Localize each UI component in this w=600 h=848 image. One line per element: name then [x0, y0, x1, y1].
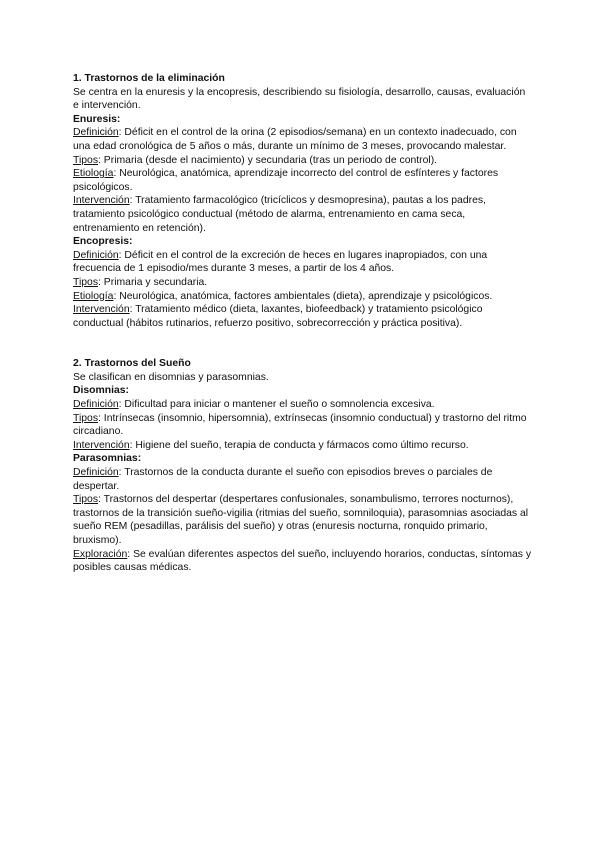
enuresis-etiologia: Etiología: Neurológica, anatómica, aprendizaje incorrecto del control de esfínteres y factores psicológicos.: [73, 168, 499, 193]
disomnias-tipos: Tipos: Intrínsecas (insomnio, hipersomnia), extrínsecas (insomnio conductual) y trastorno del ritmo circadiano.: [73, 412, 527, 438]
subsection-name: Enuresis: [73, 113, 117, 125]
subsection-title-enuresis: Enuresis:: [73, 113, 121, 125]
subsection-name: Disomnias: [73, 385, 126, 397]
subsection-name: Parasomnias: [73, 453, 138, 465]
enuresis-definicion: Definición: Déficit en el control de la orina (2 episodios/semana) en un contexto inadecuado, con una edad cronológica de 5 años o más, durante un mínimo de 3 meses, provocando malestar.: [73, 127, 517, 152]
section-intro: Se clasifican en disomnias y parasomnias.: [73, 371, 269, 383]
encopresis-tipos: Tipos: Primaria y secundaria.: [73, 276, 208, 288]
parasomnias-definicion: Definición: Trastornos de la conducta durante el sueño con episodios breves o parciales de despertar.: [73, 467, 493, 492]
encopresis-etiologia: Etiología: Neurológica, anatómica, factores ambientales (dieta), aprendizaje y psicológicos.: [73, 290, 493, 302]
section-eliminacion: [73, 72, 533, 330]
subsection-name: Encopresis: [73, 236, 130, 248]
parasomnias-exploracion: Exploración: Se evalúan diferentes aspectos del sueño, incluyendo horarios, conductas, síntomas y posibles causas médicas.: [73, 548, 532, 574]
section-sueno: [73, 357, 533, 575]
encopresis-definicion: Definición: Déficit en el control de la excreción de heces en lugares inapropiados, con una frecuencia de 1 episodio/mes durante 3 meses, a partir de los 4 años.: [73, 249, 488, 275]
document-page: [73, 72, 533, 575]
subsection-title-encopresis: Encopresis:: [73, 236, 133, 248]
section-intro: Se centra en la enuresis y la encopresis, describiendo su fisiología, desarrollo, causas, evaluación e intervención.: [73, 86, 526, 112]
parasomnias-tipos: Tipos: Trastornos del despertar (despertares confusionales, sonambulismo, terrores nocturnos), trastornos de la transición sueño-vigilia (ritmias del sueño, somniloquia), parasomnias asociadas al sueño REM (pesadillas, parálisis del sueño) y otras (enuresis nocturna, ronquido primario, bruxismo).: [73, 494, 529, 546]
subsection-title-disomnias: Disomnias:: [73, 385, 130, 397]
enuresis-tipos: Tipos: Primaria (desde el nacimiento) y secundaria (tras un periodo de control).: [73, 154, 438, 166]
subsection-title-parasomnias: Parasomnias:: [73, 453, 142, 465]
section-title: 2. Trastornos del Sueño: [73, 358, 191, 370]
disomnias-definicion: Definición: Dificultad para iniciar o mantener el sueño o somnolencia excesiva.: [73, 399, 435, 411]
disomnias-intervencion: Intervención: Higiene del sueño, terapia de conducta y fármacos como último recurso.: [73, 439, 469, 451]
enuresis-intervencion: Intervención: Tratamiento farmacológico (tricíclicos y desmopresina), pautas a los padres, tratamiento psicológico conductual (método de alarma, entrenamiento en cama seca, entrenamiento en retención).: [73, 195, 486, 234]
encopresis-intervencion: Intervención: Tratamiento médico (dieta, laxantes, biofeedback) y tratamiento psicológico conductual (hábitos rutinarios, refuerzo positivo, sobrecorrección y práctica positiva).: [73, 304, 483, 329]
section-title: 1. Trastornos de la eliminación: [73, 73, 225, 84]
